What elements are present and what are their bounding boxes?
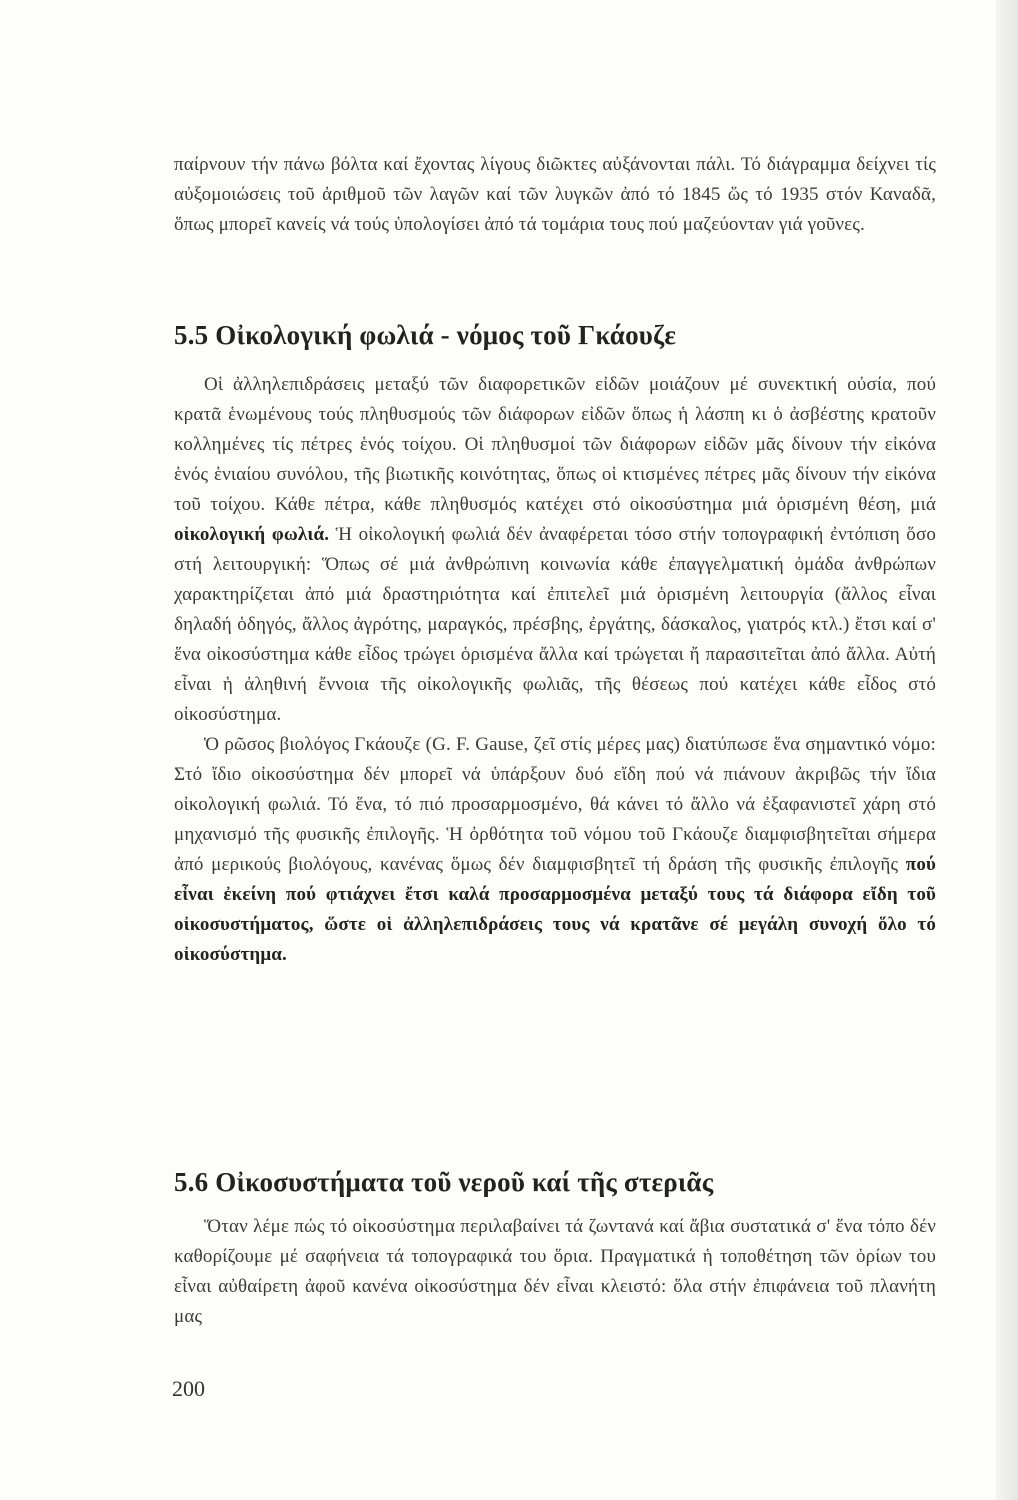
paragraph-text: Οἱ ἀλληλεπιδράσεις μεταξύ τῶν διαφορετικῶν εἰδῶν μοιάζουν μέ συνεκτική οὐσία, πού κρατᾶ ἑνωμένους τούς πληθυσμούς τῶν διάφορων εἰδῶν ὅπως ἡ λάσπη κι ὁ ἀσβέστης κρατοῦν κολλημένες τίς πέτρες ἑνός τοίχου. Οἱ πληθυσμοί τῶν διάφορων εἰδῶν μᾶς δίνουν τήν εἰκόνα ἑνός ἑνιαίου συνόλου, τῆς βιωτικῆς κοινότητας, ὅπως οἱ κτισμένες πέτρες μᾶς δίνουν τήν εἰκόνα τοῦ τοίχου. Κάθε πέτρα, κάθε πληθυσμός κατέχει στό οἰκοσύστημα μιά ὁρισμένη θέση, μιά: [174, 374, 936, 515]
emphasis-statement: πού εἶναι ἐκείνη πού φτιάχνει ἔτσι καλά προσαρμοσμένα μεταξύ τους τά διάφορα εἴδη τοῦ οἰκοσυστήματος, ὥστε οἱ ἀλληλεπιδράσεις τους νά κρατᾶνε σέ μεγάλη συνοχή ὅλο τό οἰκοσύστημα.: [174, 854, 936, 965]
page-number: 200: [172, 1376, 205, 1401]
page-edge-shadow: [996, 0, 1018, 1500]
section-5-5-paragraph-1: [174, 370, 936, 730]
section-5-5-paragraph-2: [174, 730, 936, 970]
section-5-6-title: 5.6 Οἰκοσυστήματα τοῦ νεροῦ καί τῆς στεριᾶς: [174, 1167, 714, 1197]
intro-paragraph-block: [174, 150, 936, 240]
section-5-5-title: 5.5 Οἰκολογική φωλιά - νόμος τοῦ Γκάουζε: [174, 320, 677, 350]
section-5-5-body: [174, 370, 936, 970]
paragraph-text: Ὁ ρῶσος βιολόγος Γκάουζε (G. F. Gause, ζεῖ στίς μέρες μας) διατύπωσε ἕνα σημαντικό νόμο: Στό ἴδιο οἰκοσύστημα δέν μπορεῖ νά ὑπάρξουν δυό εἴδη πού νά πιάνουν ἀκριβῶς τήν ἴδια οἰκολογική φωλιά. Τό ἕνα, τό πιό προσαρμοσμένο, θά κάνει τό ἄλλο νά ἐξαφανιστεῖ χάρη στό μηχανισμό τῆς φυσικῆς ἐπιλογῆς. Ἡ ὀρθότητα τοῦ νόμου τοῦ Γκάουζε διαμφισβητεῖται σήμερα ἀπό μερικούς βιολόγους, κανένας ὅμως δέν διαμφισβητεῖ τή δράση τῆς φυσικῆς ἐπιλογῆς: [174, 734, 936, 875]
section-5-6-paragraph-1: Ὅταν λέμε πώς τό οἰκοσύστημα περιλαβαίνει τά ζωντανά καί ἄβια συστατικά σ' ἕνα τόπο δέν καθορίζουμε μέ σαφήνεια τά τοπογραφικά του ὅρια. Πραγματικά ἡ τοποθέτηση τῶν ὁρίων του εἶναι αὐθαίρετη ἀφοῦ κανένα οἰκοσύστημα δέν εἶναι κλειστό: ὅλα στήν ἐπιφάνεια τοῦ πλανήτη μας: [174, 1216, 936, 1327]
paragraph-text: Ἡ οἰκολογική φωλιά δέν ἀναφέρεται τόσο στήν τοπογραφική ἐντόπιση ὅσο στή λειτουργική: Ὅπως σέ μιά ἀνθρώπινη κοινωνία κάθε ἐπαγγελματική ὁμάδα ἀνθρώπων χαρακτηρίζεται ἀπό μιά δραστηριότητα καί ἐπιτελεῖ μιά ὁρισμένη λειτουργία (ἄλλος εἶναι δηλαδή ὁδηγός, ἄλλος ἀγρότης, μαραγκός, πρέσβης, ἐργάτης, δάσκαλος, γιατρός κτλ.) ἔτσι καί σ' ἕνα οἰκοσύστημα κάθε εἶδος τρώγει ὁρισμένα ἄλλα καί τρώγεται ἤ παρασιτεῖται ἀπό ἄλλα. Αὐτή εἶναι ἡ ἀληθινή ἔννοια τῆς οἰκολογικῆς φωλιᾶς, τῆς θέσεως πού κατέχει κάθε εἶδος στό οἰκοσύστημα.: [174, 524, 936, 725]
emphasis-term: οἰκολογική φωλιά.: [174, 524, 330, 545]
intro-paragraph: παίρνουν τήν πάνω βόλτα καί ἔχοντας λίγους διῶκτες αὐξάνονται πάλι. Τό διάγραμμα δείχνει τίς αὐξομοιώσεις τοῦ ἀριθμοῦ τῶν λαγῶν καί τῶν λυγκῶν ἀπό τό 1845 ὥς τό 1935 στόν Καναδᾶ, ὅπως μπορεῖ κανείς νά τούς ὑπολογίσει ἀπό τά τομάρια τους πού μαζεύονταν γιά γοῦνες.: [174, 154, 936, 235]
section-5-6-body: [174, 1212, 936, 1332]
